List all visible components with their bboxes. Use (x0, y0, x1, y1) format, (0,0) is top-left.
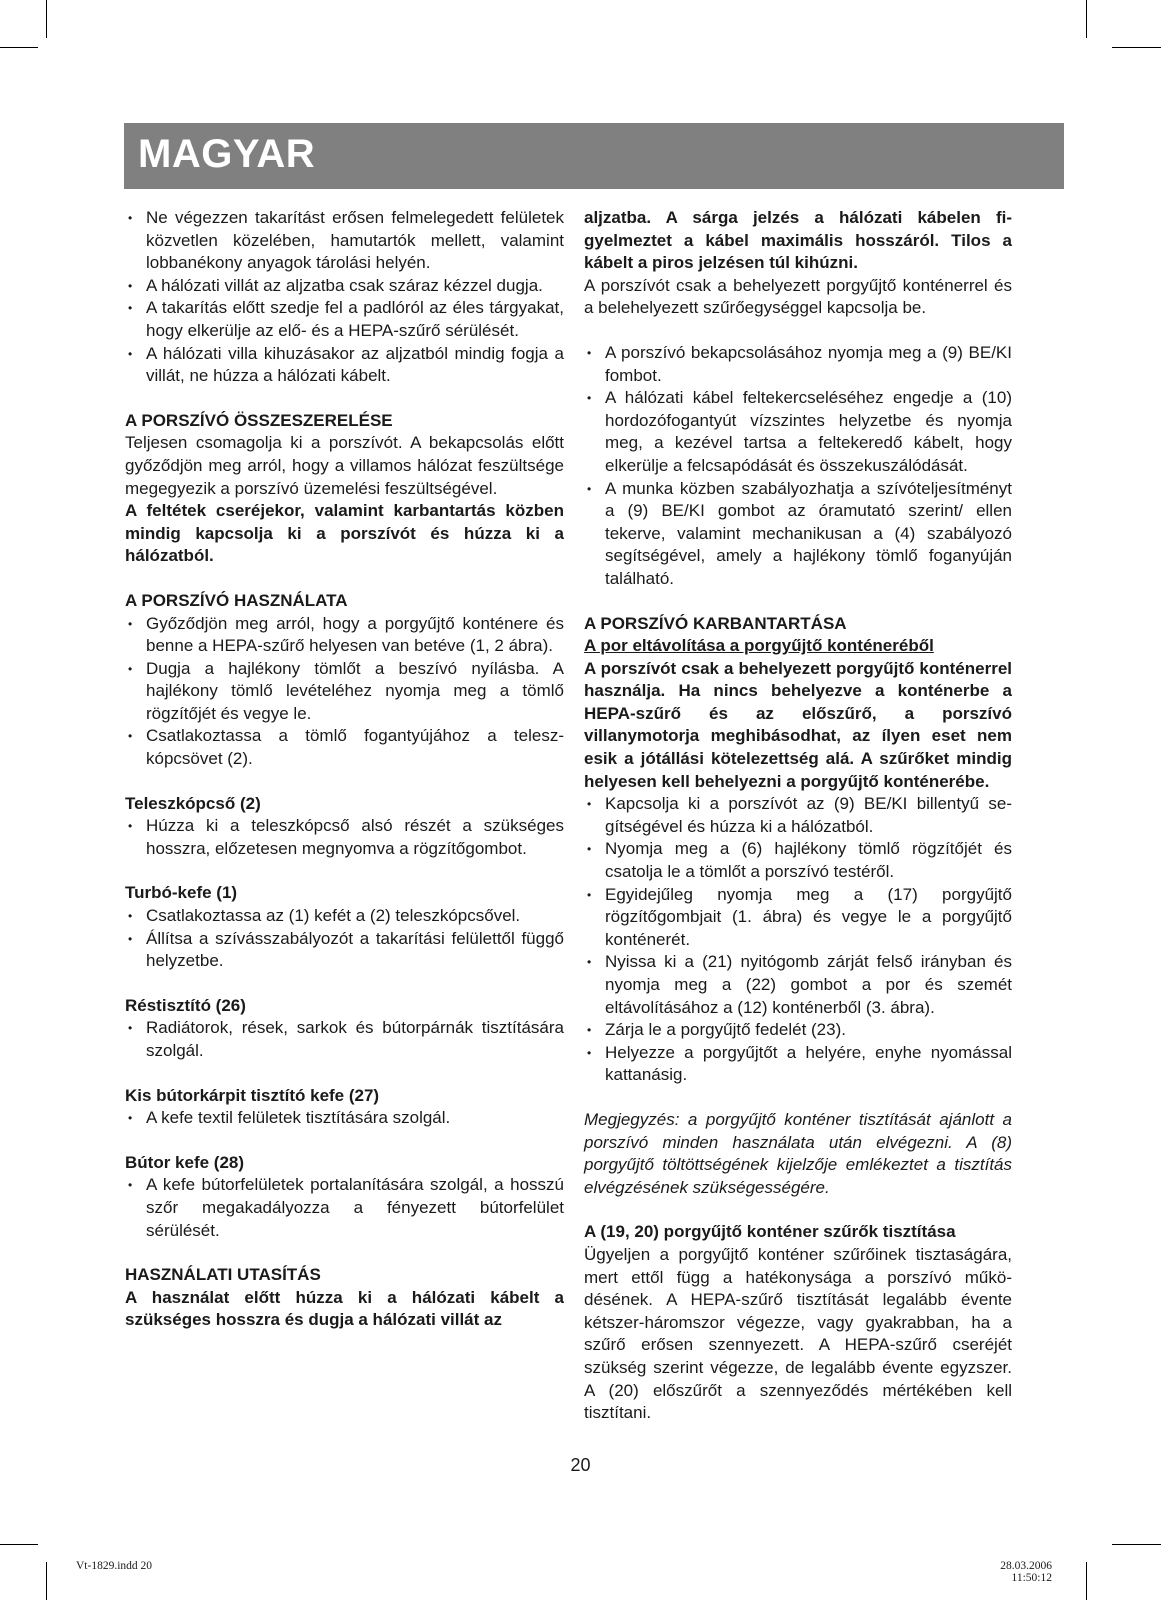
use-list (125, 613, 564, 771)
section-heading-filter: A (19, 20) porgyűjtő konténer szűrők tisztítása (584, 1222, 956, 1242)
list-item: • Csatlakoztassa az (1) kefét a (2) teleszkópcsővel. (125, 905, 564, 928)
page-title: MAGYAR (138, 132, 316, 176)
section-heading-telescopic: Teleszkópcső (2) (125, 793, 261, 813)
section-heading-assembly: A PORSZÍVÓ ÖSSZESZERELÉSE (125, 410, 393, 430)
list-item: • A hálózati villát az aljzatba csak száraz kézzel dugja. (125, 275, 564, 298)
right-column (584, 207, 1012, 1425)
crop-mark (1112, 1544, 1161, 1545)
crop-mark (1112, 47, 1161, 48)
list-item: • Állítsa a szívásszabályozót a takarítási felülettől függő helyzetbe. (125, 928, 564, 973)
assembly-text: Teljesen csomagolja ki a porszívót. A bekapcsolás előtt győződjön meg arról, hogy a villamos hálózat feszültsége megegyezik a porszívó üzemelési feszültségével. (125, 433, 564, 498)
telescopic-list (125, 815, 564, 860)
instructions-text: A használat előtt húzza ki a hálózati kábelt a szükséges hosszra és dugja a hálózati villát az (125, 1287, 564, 1330)
crop-mark (46, 0, 47, 38)
list-item: • Helyezze a porgyűjtőt a helyére, enyhe nyomással kattanásig. (584, 1042, 1012, 1087)
crop-mark (0, 1544, 38, 1545)
cable-warning: aljzatba. A sárga jelzés a hálózati kábelen figyelmeztet a kábel maximális hosszáról. Tilos a kábelt a piros jelzésen túl kihúzni. (584, 208, 1012, 273)
operation-list (584, 342, 1012, 591)
safety-list (125, 207, 564, 388)
section-heading-use: A PORSZÍVÓ HASZNÁLATA (125, 590, 348, 610)
section-heading-turbo: Turbó-kefe (1) (125, 883, 238, 903)
list-item: • Csatlakoztassa a tömlő fogantyújához a teleszkópcsövet (2). (125, 725, 564, 770)
cable-text: A porszívót csak a behelyezett porgyűjtő konténerrel és a belehelyezett szűrőegységgel kapcsolja be. (584, 275, 1012, 318)
crevice-list (125, 1017, 564, 1062)
maintenance-warning: A porszívót csak a behelyezett porgyűjtő konténerrel használja. Ha nincs behelyezve a konténerbe a HEPA-szűrő és az előszűrő, a porszívó villanymotorja meghibásodhat, az ílyen eset nem esik a jótállási kötelezettség alá. A szűrőket mindig helyesen kell behelyezni a porgyűjtő konténerébe. (584, 658, 1012, 791)
section-heading-furniture: Bútor kefe (28) (125, 1152, 245, 1172)
crop-mark (0, 47, 38, 48)
section-heading-instructions: HASZNÁLATI UTASÍTÁS (125, 1265, 321, 1285)
list-item: • Győződjön meg arról, hogy a porgyűjtő konténere és benne a HEPA-szűrő helyesen van betéve (1, 2 ábra). (125, 613, 564, 658)
furniture-list (125, 1174, 564, 1242)
list-item: • Radiátorok, rések, sarkok és bútorpárnák tisztítására szolgál. (125, 1017, 564, 1062)
turbo-list (125, 905, 564, 973)
crop-mark (46, 1562, 47, 1600)
list-item: • A hálózati kábel feltekercseléséhez engedje a (10) hordozófogantyút vízszintes helyzetbe és nyomja meg, a kezével tartsa a feltekeredő kábelt, hogy elkerülje a felcsapódását és összekuszálódását. (584, 387, 1012, 477)
maintenance-list (584, 793, 1012, 1087)
list-item: • Kapcsolja ki a porszívót az (9) BE/KI billentyű segítségével és húzza ki a hálózatból. (584, 793, 1012, 838)
crop-mark (1086, 1562, 1087, 1600)
list-item: • Dugja a hajlékony tömlőt a beszívó nyílásba. A hajlékony tömlő levételéhez nyomja meg a tömlő rögzítőjét és vegye le. (125, 658, 564, 726)
section-heading-crevice: Réstisztító (26) (125, 995, 246, 1015)
section-heading-upholstery: Kis bútorkárpit tisztító kefe (27) (125, 1085, 380, 1105)
footer-datetime: 28.03.2006 11:50:12 (1000, 1560, 1052, 1584)
filter-text: Ügyeljen a porgyűjtő konténer szűrőinek tisztaságára, mert ettől függ a hatékonysága a porszívó működésének. A HEPA-szűrő tisztítását legalább évente kétszer-háromszor végezze, vagy gyakrabban, ha a szűrő erősen szennyezett. A HEPA-szűrő cseréjét szükség szerint végezze, de legalább évente egyzszer. A (20) előszűrőt a szennyeződés mértékében kell tisztítani. (584, 1244, 1012, 1423)
page-number: 20 (570, 1455, 591, 1475)
list-item: • Egyidejűleg nyomja meg a (17) porgyűjtő rögzítőgombjait (1. ábra) és vegye le a porgyűjtő konténerét. (584, 884, 1012, 952)
note-text: Megjegyzés: a porgyűjtő konténer tisztítását ajánlott a porszívó minden használata után elvégezni. A (8) porgyűjtő töltöttségének kijelzője emlékeztet a tisztítás elvégzésének szükségességére. (584, 1109, 1012, 1197)
list-item: • A munka közben szabályozhatja a szívóteljesítményt a (9) BE/KI gombot az óramutató szerint/ ellen tekerve, valamint mechanikusan a (4) szabályozó segítségével, amely a hajlékony tömlő foganyúján található. (584, 478, 1012, 591)
list-item: • A hálózati villa kihuzásakor az aljzatból mindig fogja a villát, ne húzza a hálózati kábelt. (125, 343, 564, 388)
list-item: • Húzza ki a teleszkópcső alsó részét a szükséges hosszra, előzetesen megnyomva a rögzítőgombot. (125, 815, 564, 860)
footer-file: Vt-1829.indd 20 (76, 1560, 153, 1572)
upholstery-list (125, 1107, 564, 1130)
list-item: • Ne végezzen takarítást erősen felmelegedett felületek közvetlen közelében, hamutartók mellett, valamint lobbanékony anyagok tárolási helyén. (125, 207, 564, 275)
list-item: • A porszívó bekapcsolásához nyomja meg a (9) BE/KI fombot. (584, 342, 1012, 387)
list-item: • Nyomja meg a (6) hajlékony tömlő rögzítőjét és csatolja le a tömlőt a porszívó testéről. (584, 838, 1012, 883)
language-banner (124, 123, 1064, 189)
assembly-warning: A feltétek cseréjekor, valamint karbantartás közben mindig kapcsolja ki a porszívót és húzza ki a hálózatból. (125, 501, 564, 566)
section-heading-maintenance: A PORSZÍVÓ KARBANTARTÁSA (584, 613, 847, 633)
list-item: • A kefe textil felületek tisztítására szolgál. (125, 1107, 564, 1130)
subheading-dust-removal: A por eltávolítása a porgyűjtő konténeréből (584, 636, 934, 656)
list-item: • Nyissa ki a (21) nyitógomb zárját felső irányban és nyomja meg a (22) gombot a por és szemét eltávolításához a (12) konténerből (3. ábra). (584, 951, 1012, 1019)
list-item: • Zárja le a porgyűjtő fedelét (23). (584, 1019, 1012, 1042)
crop-mark (1086, 0, 1087, 38)
list-item: • A kefe bútorfelületek portalanítására szolgál, a hosszú szőr megakadályozza a fényezett bútorfelület sérülését. (125, 1174, 564, 1242)
left-column (125, 207, 564, 1332)
list-item: • A takarítás előtt szedje fel a padlóról az éles tárgyakat, hogy elkerülje az elő- és a HEPA-szűrő sérülését. (125, 297, 564, 342)
